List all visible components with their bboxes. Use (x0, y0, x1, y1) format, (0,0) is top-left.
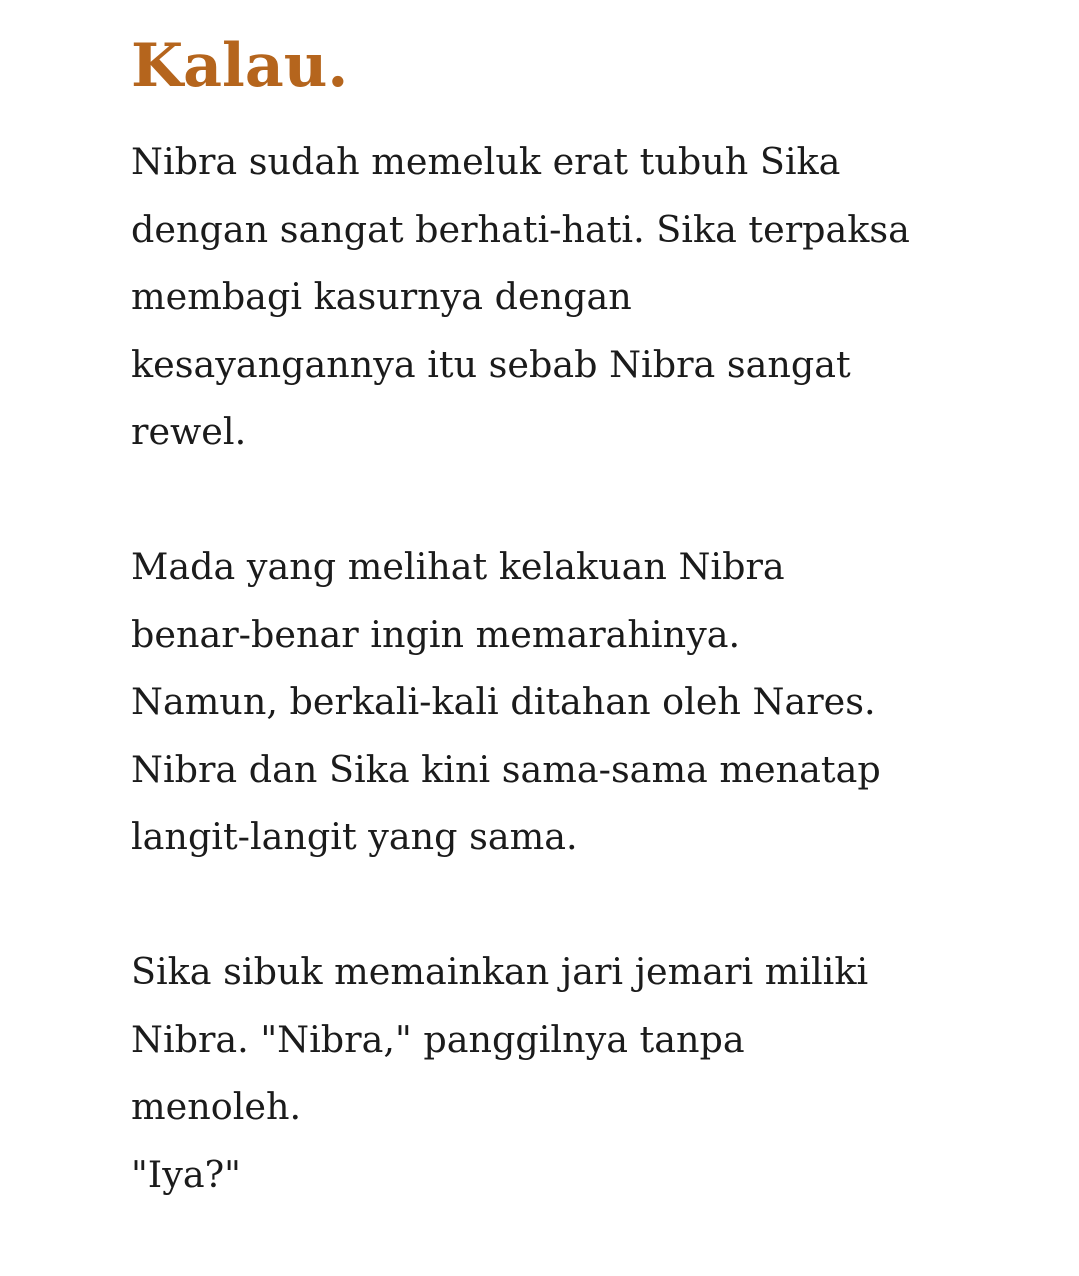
chapter-title: Kalau. (131, 31, 349, 101)
paragraph-1 (131, 128, 1011, 466)
text-line: menoleh. (131, 1085, 302, 1128)
paragraph-2 (131, 533, 1011, 871)
text-line: "Iya?" (131, 1152, 241, 1196)
text-line: Nibra dan Sika kini sama-sama menatap (131, 747, 881, 791)
text-line: Mada yang melihat kelakuan Nibra (131, 545, 785, 588)
text-line: Namun, berkali-kali ditahan oleh Nares. (131, 680, 876, 723)
text-line: benar-benar ingin memarahinya. (131, 612, 741, 656)
text-line: Sika sibuk memainkan jari jemari miliki (131, 950, 869, 993)
text-line: kesayangannya itu sebab Nibra sangat (131, 342, 851, 386)
text-line: rewel. (131, 410, 247, 453)
text-line: membagi kasurnya dengan (131, 275, 632, 318)
paragraph-3 (131, 938, 1011, 1208)
text-line: dengan sangat berhati-hati. Sika terpaksa (131, 207, 910, 251)
text-line: Nibra sudah memeluk erat tubuh Sika (131, 140, 841, 183)
story-text (131, 128, 1011, 1276)
text-line: langit-langit yang sama. (131, 815, 578, 858)
text-line: Nibra. "Nibra," panggilnya tanpa (131, 1017, 745, 1061)
